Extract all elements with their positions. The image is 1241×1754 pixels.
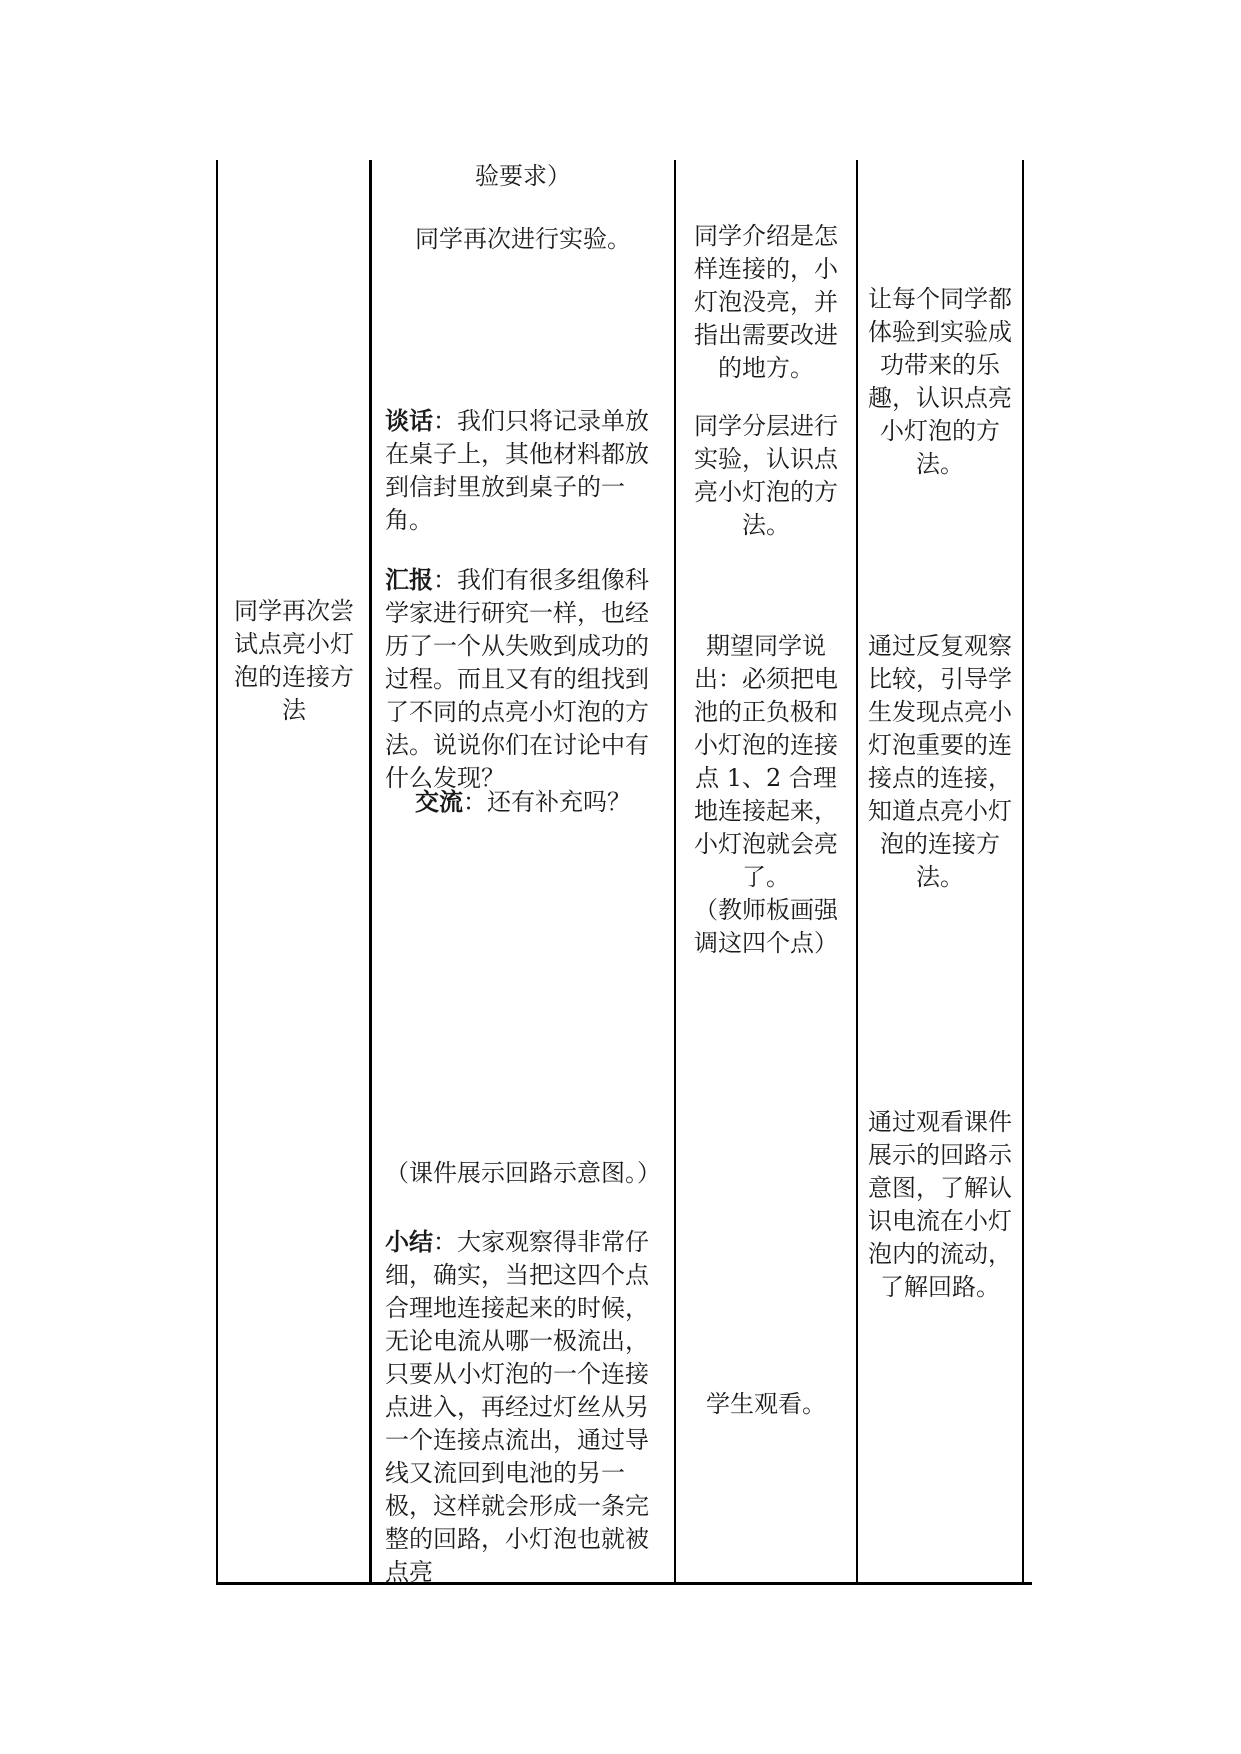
report-label: 汇报 xyxy=(385,565,433,594)
teacher-top-line xyxy=(382,160,664,193)
intent-1 xyxy=(866,283,1014,481)
intent-1-text: 让每个同学都体验到实验成功带来的乐趣，认识点亮小灯泡的方法。 xyxy=(868,285,1012,478)
talk-label: 谈话 xyxy=(385,406,433,435)
student-watch-text: 学生观看。 xyxy=(706,1390,826,1418)
table-border-right xyxy=(1022,160,1024,1584)
teacher-exchange-paragraph xyxy=(382,785,664,819)
teacher-report-paragraph xyxy=(385,563,665,795)
student-intro xyxy=(684,220,848,385)
talk-text: ：我们只将记录单放在桌子上，其他材料都放到信封里放到桌子的一角。 xyxy=(385,407,649,534)
table-border-left xyxy=(216,160,218,1584)
table-border-col2 xyxy=(674,160,676,1584)
student-watch xyxy=(684,1388,848,1421)
teacher-talk-paragraph xyxy=(385,404,665,537)
teacher-top-text: 验要求） xyxy=(475,162,571,190)
summary-text: ：大家观察得非常仔细，确实，当把这四个点合理地连接起来的时候，无论电流从哪一极流出，只要从小灯泡的一个连接点进入，再经过灯丝从另一个连接点流出，通过导线又流回到电池的另一极，这样就会形成一条完整的回路，小灯泡也就被点亮 xyxy=(385,1228,649,1586)
teacher-courseware xyxy=(382,1157,664,1190)
teacher-retry xyxy=(382,223,664,256)
student-intro-text: 同学介绍是怎样连接的，小灯泡没亮，并指出需要改进的地方。 xyxy=(694,222,838,382)
student-layered-text: 同学分层进行实验，认识点亮小灯泡的方法。 xyxy=(694,412,838,539)
table-border-col1 xyxy=(369,160,372,1584)
intent-2 xyxy=(866,630,1014,894)
teacher-talk-block xyxy=(385,404,665,795)
student-board-text: （教师板画强调这四个点） xyxy=(694,896,838,957)
lesson-segment-cell xyxy=(226,595,362,727)
summary-label: 小结 xyxy=(385,1227,433,1256)
table-border-col3 xyxy=(856,160,858,1584)
teacher-summary-block xyxy=(385,1225,665,1589)
student-expect xyxy=(684,630,848,960)
report-text: ：我们有很多组像科学家进行研究一样，也经历了一个从失败到成功的过程。而且又有的组找到了不同的点亮小灯泡的方法。说说你们在讨论中有什么发现？ xyxy=(385,566,649,792)
lesson-segment-text: 同学再次尝试点亮小灯泡的连接方法 xyxy=(234,597,354,724)
student-layered xyxy=(684,410,848,542)
courseware-text: （课件展示回路示意图。） xyxy=(385,1159,661,1187)
intent-3 xyxy=(866,1106,1014,1304)
intent-3-text: 通过观看课件展示的回路示意图，了解认识电流在小灯泡内的流动，了解回路。 xyxy=(868,1108,1012,1301)
exchange-text: ：还有补充吗？ xyxy=(463,788,631,816)
teacher-exchange xyxy=(382,785,664,819)
intent-2-text: 通过反复观察比较，引导学生发现点亮小灯泡重要的连接点的连接，知道点亮小灯泡的连接方法。 xyxy=(868,632,1012,891)
exchange-label: 交流 xyxy=(415,787,463,816)
teacher-retry-text: 同学再次进行实验。 xyxy=(415,225,631,253)
teacher-summary-paragraph xyxy=(385,1225,665,1589)
student-expect-text: 期望同学说出：必须把电池的正负极和小灯泡的连接点 1、2 合理地连接起来，小灯泡就会亮了。 xyxy=(694,632,838,891)
